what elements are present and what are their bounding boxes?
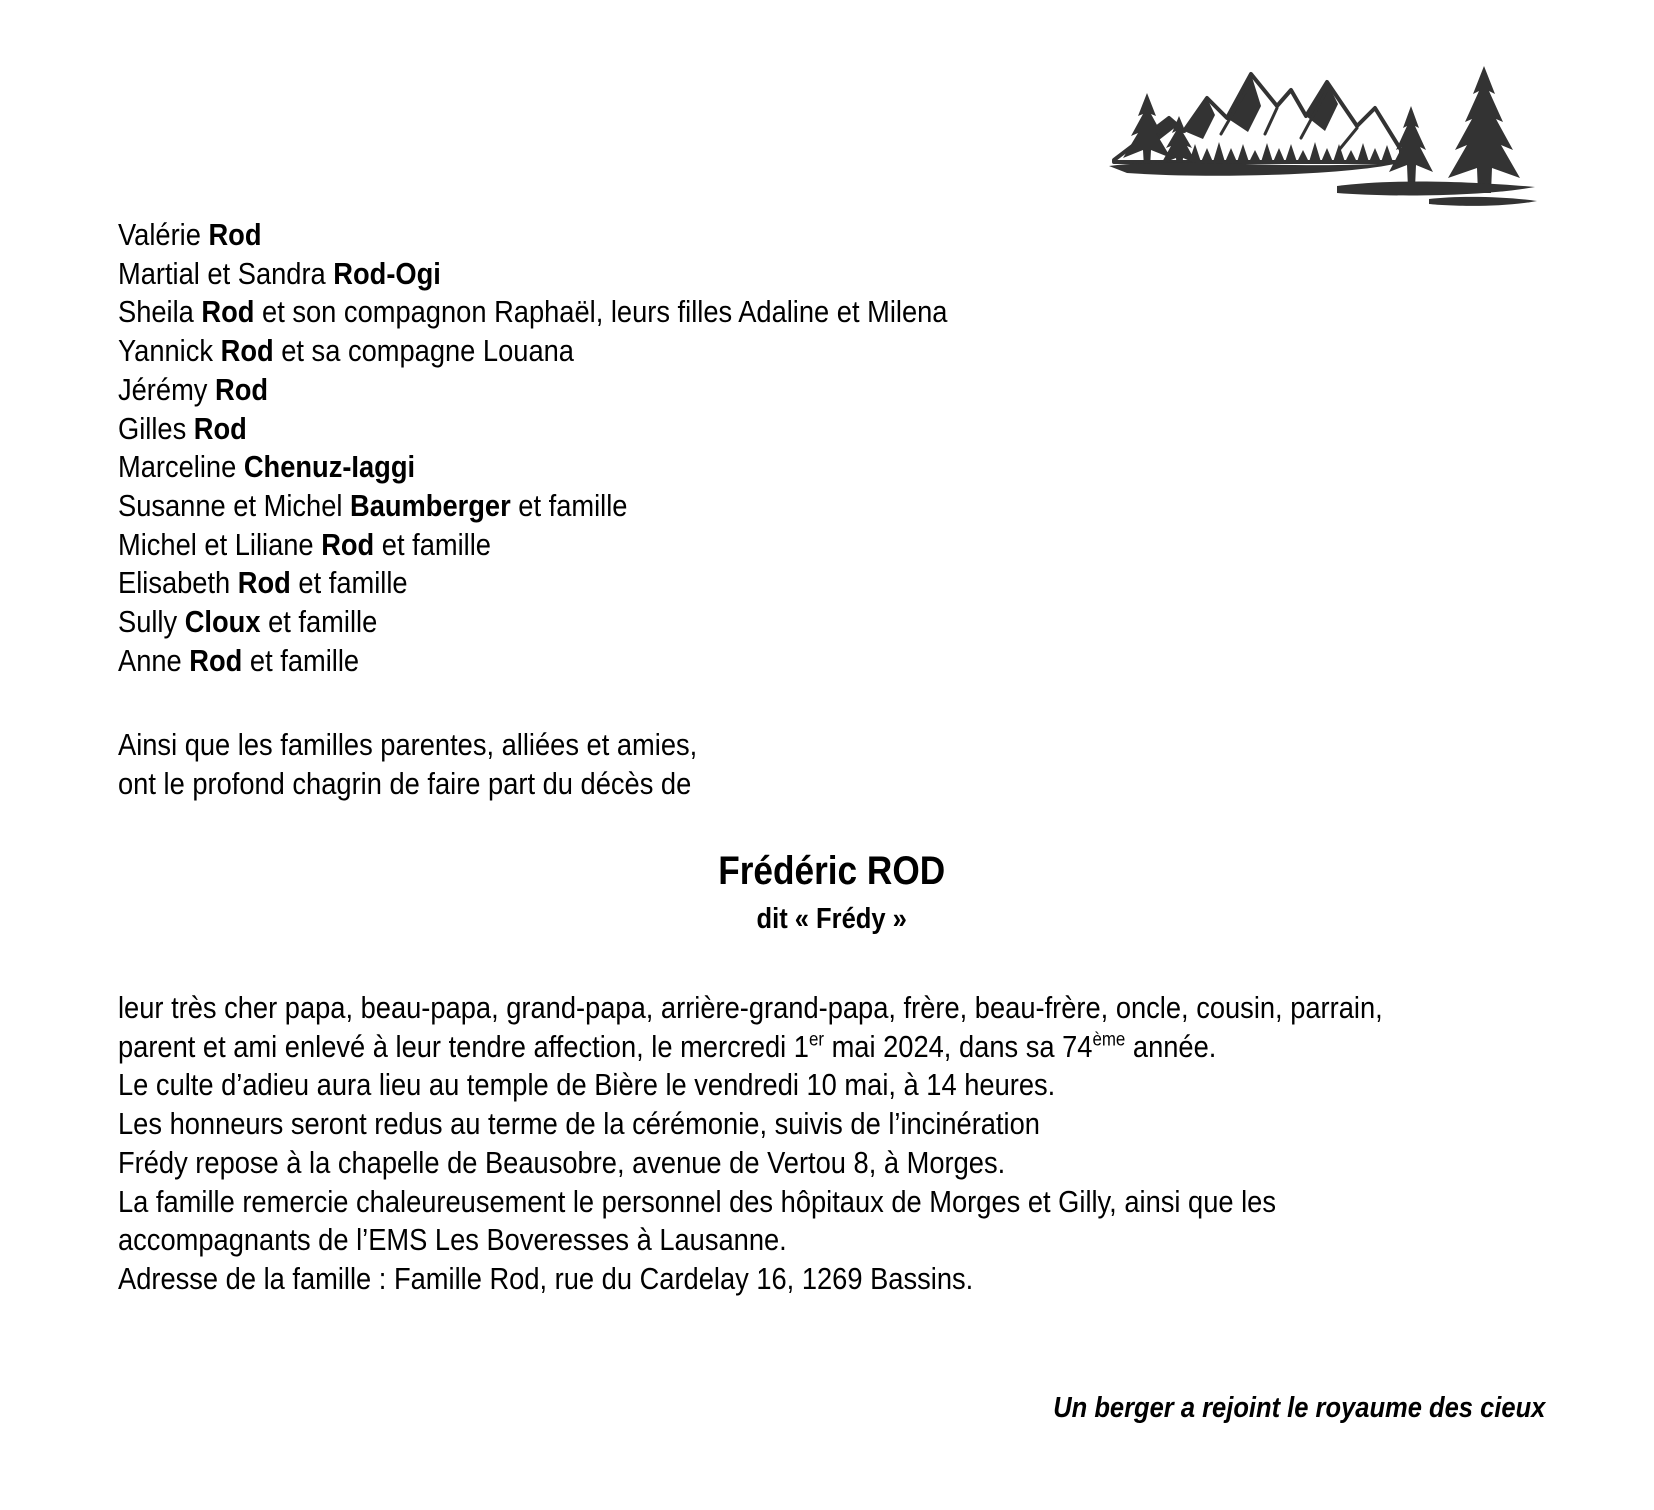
body-line: Les honneurs seront redus au terme de la cérémonie, suivis de l’incinération [118, 1106, 1040, 1142]
body-text: parent et ami enlevé à leur tendre affection, le mercredi 1 [118, 1028, 809, 1064]
announcement-intro [118, 726, 1545, 803]
mourner-text: et famille [374, 526, 491, 562]
closing-quote: Un berger a rejoint le royaume des cieux [1053, 1392, 1546, 1424]
mourner-text: Sheila [118, 294, 202, 330]
mourner-text: et famille [290, 565, 408, 601]
body-line: Le culte d’adieu aura lieu au temple de Bière le vendredi 10 mai, à 14 heures. [118, 1067, 1056, 1103]
deceased-name: Frédéric ROD [718, 849, 946, 893]
mourner-text: Yannick [118, 333, 221, 369]
mourner-text: Martial et Sandra [118, 255, 334, 291]
announcement-body [118, 989, 1545, 1299]
mourner-surname: Rod [237, 565, 291, 601]
mourner-surname: Rod-Ogi [333, 255, 441, 291]
mourner-text: et sa compagne Louana [273, 333, 574, 369]
mourner-text: Marceline [118, 449, 244, 485]
mourner-surname: Rod [220, 333, 274, 369]
mourner-surname: Cloux [184, 604, 261, 640]
mourner-line [118, 603, 1545, 642]
mourner-text: et son compagnon Raphaël, leurs filles Adaline et Milena [254, 294, 948, 330]
body-text: mai 2024, dans sa 74 [824, 1028, 1093, 1064]
mourner-line [118, 332, 1545, 371]
mourner-line [118, 255, 1545, 294]
mourner-line [118, 410, 1545, 449]
mourner-line [118, 487, 1545, 526]
mourner-text: Elisabeth [118, 565, 238, 601]
mourner-text: et famille [510, 487, 628, 523]
mourner-line [118, 216, 1545, 255]
mourner-text: et famille [260, 604, 378, 640]
body-line [118, 1028, 1545, 1067]
mourner-surname: Baumberger [350, 487, 511, 523]
body-text: année. [1125, 1028, 1217, 1064]
mourner-surname: Rod [215, 371, 269, 407]
mourner-text: Valérie [118, 217, 209, 252]
mourner-text: Gilles [118, 410, 194, 446]
mourner-text: Anne [118, 642, 190, 678]
deceased-alias: dit « Frédy » [756, 903, 907, 935]
mourner-text: Jérémy [118, 371, 216, 407]
mourner-line [118, 371, 1545, 410]
mourner-text: Sully [118, 604, 185, 640]
mourner-line [118, 526, 1545, 565]
mourner-surname: Rod [189, 642, 243, 678]
ordinal-superscript: er [808, 1029, 825, 1051]
body-line: leur très cher papa, beau-papa, grand-papa, arrière-grand-papa, frère, beau-frère, oncle, cousin, parrain, [118, 990, 1383, 1025]
intro-line: ont le profond chagrin de faire part du décès de [118, 765, 692, 801]
body-line: Frédy repose à la chapelle de Beausobre, avenue de Vertou 8, à Morges. [118, 1144, 1006, 1180]
ordinal-superscript: ème [1092, 1029, 1126, 1051]
mourner-surname: Rod [201, 294, 255, 330]
mourner-surname: Rod [321, 526, 375, 562]
mourner-line [118, 642, 1545, 681]
mountain-pines-illustration [1098, 38, 1540, 208]
mourner-surname: Rod [208, 217, 262, 252]
intro-line: Ainsi que les familles parentes, alliées et amies, [118, 727, 698, 762]
mourner-line [118, 564, 1545, 603]
body-line: accompagnants de l’EMS Les Boveresses à Lausanne. [118, 1222, 787, 1258]
mourner-line [118, 448, 1545, 487]
body-line: La famille remercie chaleureusement le personnel des hôpitaux de Morges et Gilly, ainsi que les [118, 1183, 1276, 1219]
mourner-surname: Rod [193, 410, 247, 446]
mourner-text: et famille [242, 642, 360, 678]
mourner-line [118, 293, 1545, 332]
mourner-text: Michel et Liliane [118, 526, 322, 562]
body-line: Adresse de la famille : Famille Rod, rue du Cardelay 16, 1269 Bassins. [118, 1260, 974, 1296]
mourner-surname: Chenuz-Iaggi [243, 449, 416, 485]
mourners-list [118, 216, 1545, 680]
mourner-text: Susanne et Michel [118, 487, 351, 523]
